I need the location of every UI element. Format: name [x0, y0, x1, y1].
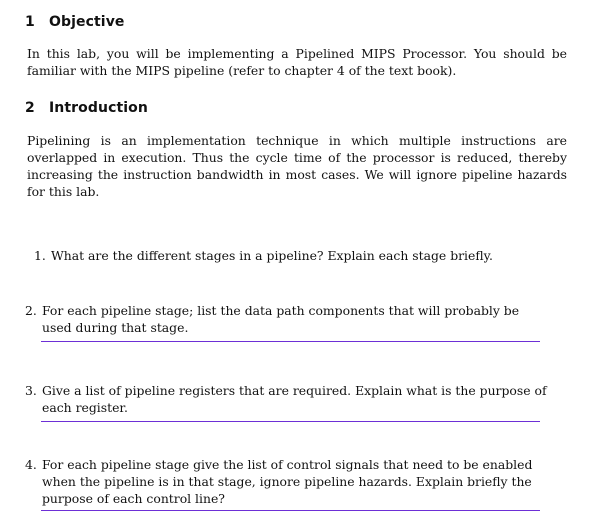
section-heading-introduction — [25, 100, 148, 116]
answer-line[interactable] — [41, 421, 540, 422]
answer-line[interactable] — [41, 341, 540, 342]
section-number: 2 — [25, 100, 35, 116]
question-item — [25, 302, 549, 336]
answer-line[interactable] — [41, 510, 540, 511]
objective-paragraph: In this lab, you will be implementing a Pipelined MIPS Processor. You should be familiar with the MIPS pipeline (refer to chapter 4 of the text book). — [27, 46, 567, 78]
question-number: 4. — [25, 457, 37, 472]
question-item — [25, 382, 549, 416]
section-title: Objective — [49, 14, 125, 30]
question-text: For each pipeline stage; list the data path components that will probably be used during that stage. — [42, 303, 520, 335]
question-text: What are the different stages in a pipeline? Explain each stage briefly. — [51, 248, 493, 263]
section-number: 1 — [25, 14, 35, 30]
question-item — [25, 456, 549, 507]
question-number: 1. — [34, 248, 46, 263]
introduction-paragraph: Pipelining is an implementation technique in which multiple instructions are overlapped in execution. Thus the cycle time of the processor is reduced, thereby increasing the instruction bandwidth in most cases. We will ignore pipeline hazards for this lab. — [27, 133, 567, 199]
question-item — [34, 247, 544, 264]
question-number: 2. — [25, 303, 37, 318]
question-text: For each pipeline stage give the list of control signals that need to be enabled when the pipeline is in that stage, ignore pipeline hazards. Explain briefly the purpose of each control line? — [42, 457, 533, 506]
question-text: Give a list of pipeline registers that are required. Explain what is the purpose of each register. — [42, 383, 547, 415]
question-number: 3. — [25, 383, 37, 398]
section-title: Introduction — [49, 100, 148, 116]
section-heading-objective — [25, 14, 125, 30]
